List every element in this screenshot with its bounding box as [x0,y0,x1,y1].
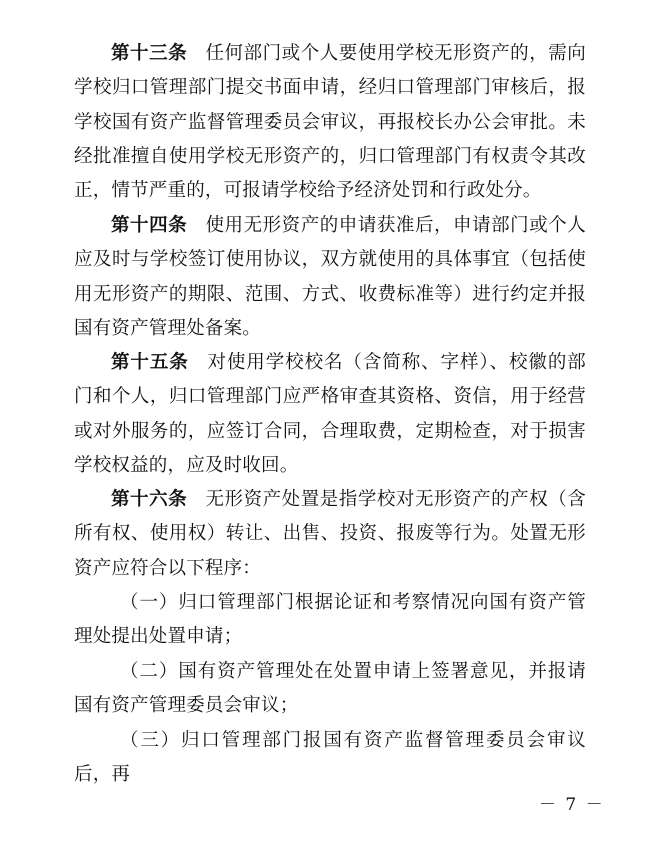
procedure-item-2: （二）国有资产管理处在处置申请上签署意见，并报请国有资产管理委员会审议； [74,661,586,717]
article-16-text: 无形资产处置是指学校对无形资产的产权（含所有权、使用权）转让、出售、投资、报废等行为。处置无形资产应符合以下程序： [74,489,586,579]
article-13-text: 任何部门或个人要使用学校无形资产的，需向学校归口管理部门提交书面申请，经归口管理部门审核后，报学校国有资产监督管理委员会审议，再报校长办公会审批。未经批准擅自使用学校无形资产的，归口管理部门有权责令其改正，情节严重的，可报请学校给予经济处罚和行政处分。 [74,43,586,202]
article-14-paragraph [74,209,586,346]
procedure-item-3: （三）归口管理部门报国有资产监督管理委员会审议后，再 [74,730,586,786]
article-13-heading: 第十三条 [111,43,188,64]
page-number: － 7 － [539,795,605,815]
procedure-item-1: （一）归口管理部门根据论证和考察情况向国有资产管理处提出处置申请； [74,592,586,648]
article-13-paragraph [74,37,586,208]
article-14-heading: 第十四条 [111,215,188,236]
article-15-text: 对使用学校校名（含简称、字样）、校徽的部门和个人，归口管理部门应严格审查其资格、资信，用于经营或对外服务的，应签订合同，合理取费，定期检查，对于损害学校权益的，应及时收回。 [74,352,586,476]
article-15-heading: 第十五条 [111,352,189,373]
article-14-text: 使用无形资产的申请获准后，申请部门或个人应及时与学校签订使用协议，双方就使用的具体事宜（包括使用无形资产的期限、范围、方式、收费标准等）进行约定并报国有资产管理处备案。 [74,215,586,339]
article-15-paragraph [74,346,586,483]
article-16-heading: 第十六条 [111,489,188,510]
article-16-paragraph [74,483,586,586]
